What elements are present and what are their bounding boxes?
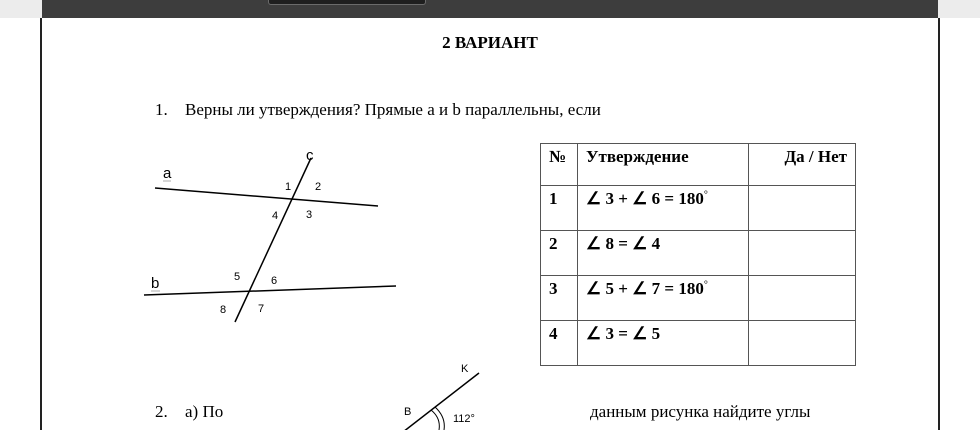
viewer-toolbar [0,0,980,18]
label-c: c [306,147,314,164]
row-statement [578,321,749,366]
row-number: 1 [541,186,578,231]
angle-label-6: 6 [271,275,278,287]
row-statement [578,276,749,321]
angle-figure [395,360,495,430]
header-number: № [541,144,578,186]
line-b [144,286,396,295]
degree-sign: ° [703,279,708,291]
page-left-border [40,18,42,430]
header-statement: Утверждение [578,144,749,186]
table-row [541,321,856,366]
angle-value: 112° [453,413,475,425]
label-b-point: B [404,406,412,418]
toolbar-button[interactable] [268,0,426,5]
row-statement [578,186,749,231]
question-2-text: данным рисунка найдите углы [590,402,811,421]
table-row [541,231,856,276]
statement-part: ∠ 7 = 180 [632,279,704,298]
degree-sign: ° [703,189,708,201]
question-1 [155,100,601,120]
statement-part: ∠ 3 = [586,324,633,343]
page-right-border [938,18,940,430]
label-b: b [151,275,160,292]
statement-part: ∠ 6 = 180 [632,189,704,208]
question-2 [155,402,223,422]
line-a [155,188,378,206]
angle-label-7: 7 [258,303,265,315]
header-yes-no: Да / Нет [749,144,856,186]
answer-cell[interactable] [749,276,856,321]
question-2-number: 2. [155,402,168,421]
statement-part: ∠ 5 + [586,279,633,298]
table-header-row [541,144,856,186]
answer-cell[interactable] [749,231,856,276]
question-1-text: Верны ли утверждения? Прямые a и b параллельны, если [185,100,601,119]
angle-label-2: 2 [315,181,322,193]
statement-part: ∠ 5 [632,324,661,343]
statement-part: ∠ 4 [632,234,661,253]
angle-arc [431,410,439,430]
row-number: 4 [541,321,578,366]
angle-label-8: 8 [220,304,227,316]
answer-cell[interactable] [749,186,856,231]
row-number: 3 [541,276,578,321]
statement-part: ∠ 8 = [586,234,633,253]
question-2-part-a: а) По [185,402,224,421]
toolbar-background [42,0,938,18]
question-1-number: 1. [155,100,168,119]
statement-part: ∠ 3 + [586,189,633,208]
statements-table [540,143,856,366]
angle-label-4: 4 [272,210,279,222]
angle-label-1: 1 [285,181,292,193]
answer-cell[interactable] [749,321,856,366]
angle-label-3: 3 [306,209,313,221]
row-statement [578,231,749,276]
label-k: K [461,363,469,375]
parallel-lines-figure [140,140,410,330]
row-number: 2 [541,231,578,276]
label-a: a [163,165,172,182]
table-row [541,186,856,231]
angle-label-5: 5 [234,271,241,283]
table-row [541,276,856,321]
variant-title: 2 ВАРИАНТ [442,33,538,52]
line-c [235,158,311,322]
